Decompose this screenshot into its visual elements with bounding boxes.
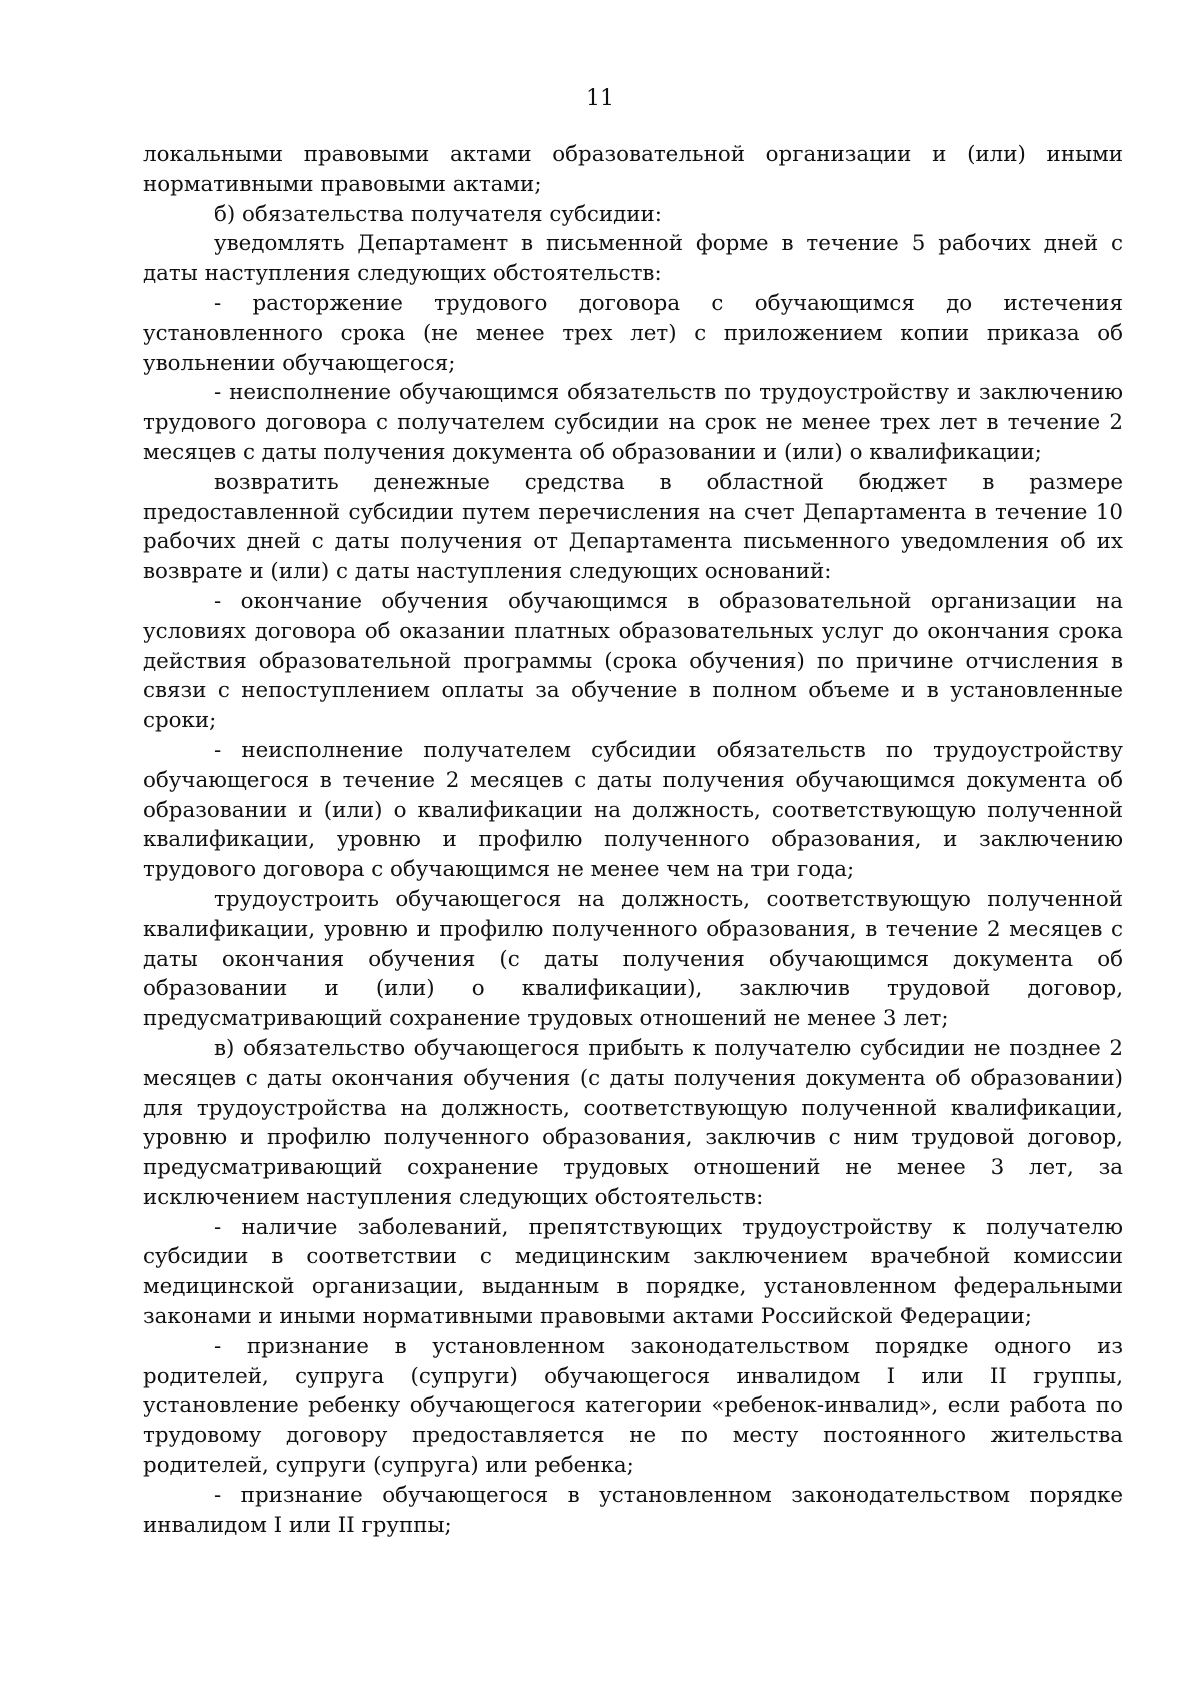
paragraph: локальными правовыми актами образовательной организации и (или) иными нормативными правовыми актами; [143,142,1123,197]
paragraph: трудоустроить обучающегося на должность, соответствующую полученной квалификации, уровню и профилю полученного образования, в течение 2 месяцев с даты окончания обучения (с даты получения обучающимся документа об образовании и (или) о квалификации), заключив трудовой договор, предусматривающий сохранение трудовых отношений не менее 3 лет; [143,886,1123,1032]
paragraph: - признание в установленном законодательством порядке одного из родителей, супруга (супруги) обучающегося инвалидом I или II группы, установление ребенку обучающегося категории «ребенок-инвалид», если работа по трудовому договору предоставляется не по месту постоянного жительства родителей, супруги (супруга) или ребенка; [143,1333,1123,1479]
paragraph: - неисполнение получателем субсидии обязательств по трудоустройству обучающегося в течение 2 месяцев с даты получения обучающимся документа об образовании и (или) о квалификации на должность, соответствующую полученной квалификации, уровню и профилю полученного образования, и заключению трудового договора с обучающимся не менее чем на три года; [143,737,1123,883]
paragraph: возвратить денежные средства в областной бюджет в размере предоставленной субсидии путем перечисления на счет Департамента в течение 10 рабочих дней с даты получения от Департамента письменного уведомления об их возврате и (или) с даты наступления следующих оснований: [143,469,1123,585]
paragraph: - признание обучающегося в установленном законодательством порядке инвалидом I или II группы; [143,1482,1123,1538]
paragraph: - расторжение трудового договора с обучающимся до истечения установленного срока (не менее трех лет) с приложением копии приказа об увольнении обучающегося; [143,290,1123,376]
paragraph: - неисполнение обучающимся обязательств по трудоустройству и заключению трудового договора с получателем субсидии на срок не менее трех лет в течение 2 месяцев с даты получения документа об образовании и (или) о квалификации; [143,380,1123,465]
paragraph: - наличие заболеваний, препятствующих трудоустройству к получателю субсидии в соответствии с медицинским заключением врачебной комиссии медицинской организации, выданным в порядке, установленном федеральными законами и иными нормативными правовыми актами Российской Федерации; [143,1214,1123,1330]
paragraph: - окончание обучения обучающимся в образовательной организации на условиях договора об оказании платных образовательных услуг до окончания срока действия образовательной программы (срока обучения) по причине отчисления в связи с непоступлением оплаты за обучение в полном объеме и в установленные сроки; [143,588,1123,734]
paragraph: уведомлять Департамент в письменной форме в течение 5 рабочих дней с даты наступления следующих обстоятельств: [143,231,1123,287]
document-body [143,140,1123,1540]
page-number: 11 [586,86,614,111]
paragraph: в) обязательство обучающегося прибыть к получателю субсидии не позднее 2 месяцев с даты окончания обучения (с даты получения документа об образовании) для трудоустройства на должность, соответствующую полученной квалификации, уровню и профилю полученного образования, заключив с ним трудовой договор, предусматривающий сохранение трудовых отношений не менее 3 лет, за исключением наступления следующих обстоятельств: [143,1035,1123,1210]
paragraph: б) обязательства получателя субсидии: [214,201,662,227]
